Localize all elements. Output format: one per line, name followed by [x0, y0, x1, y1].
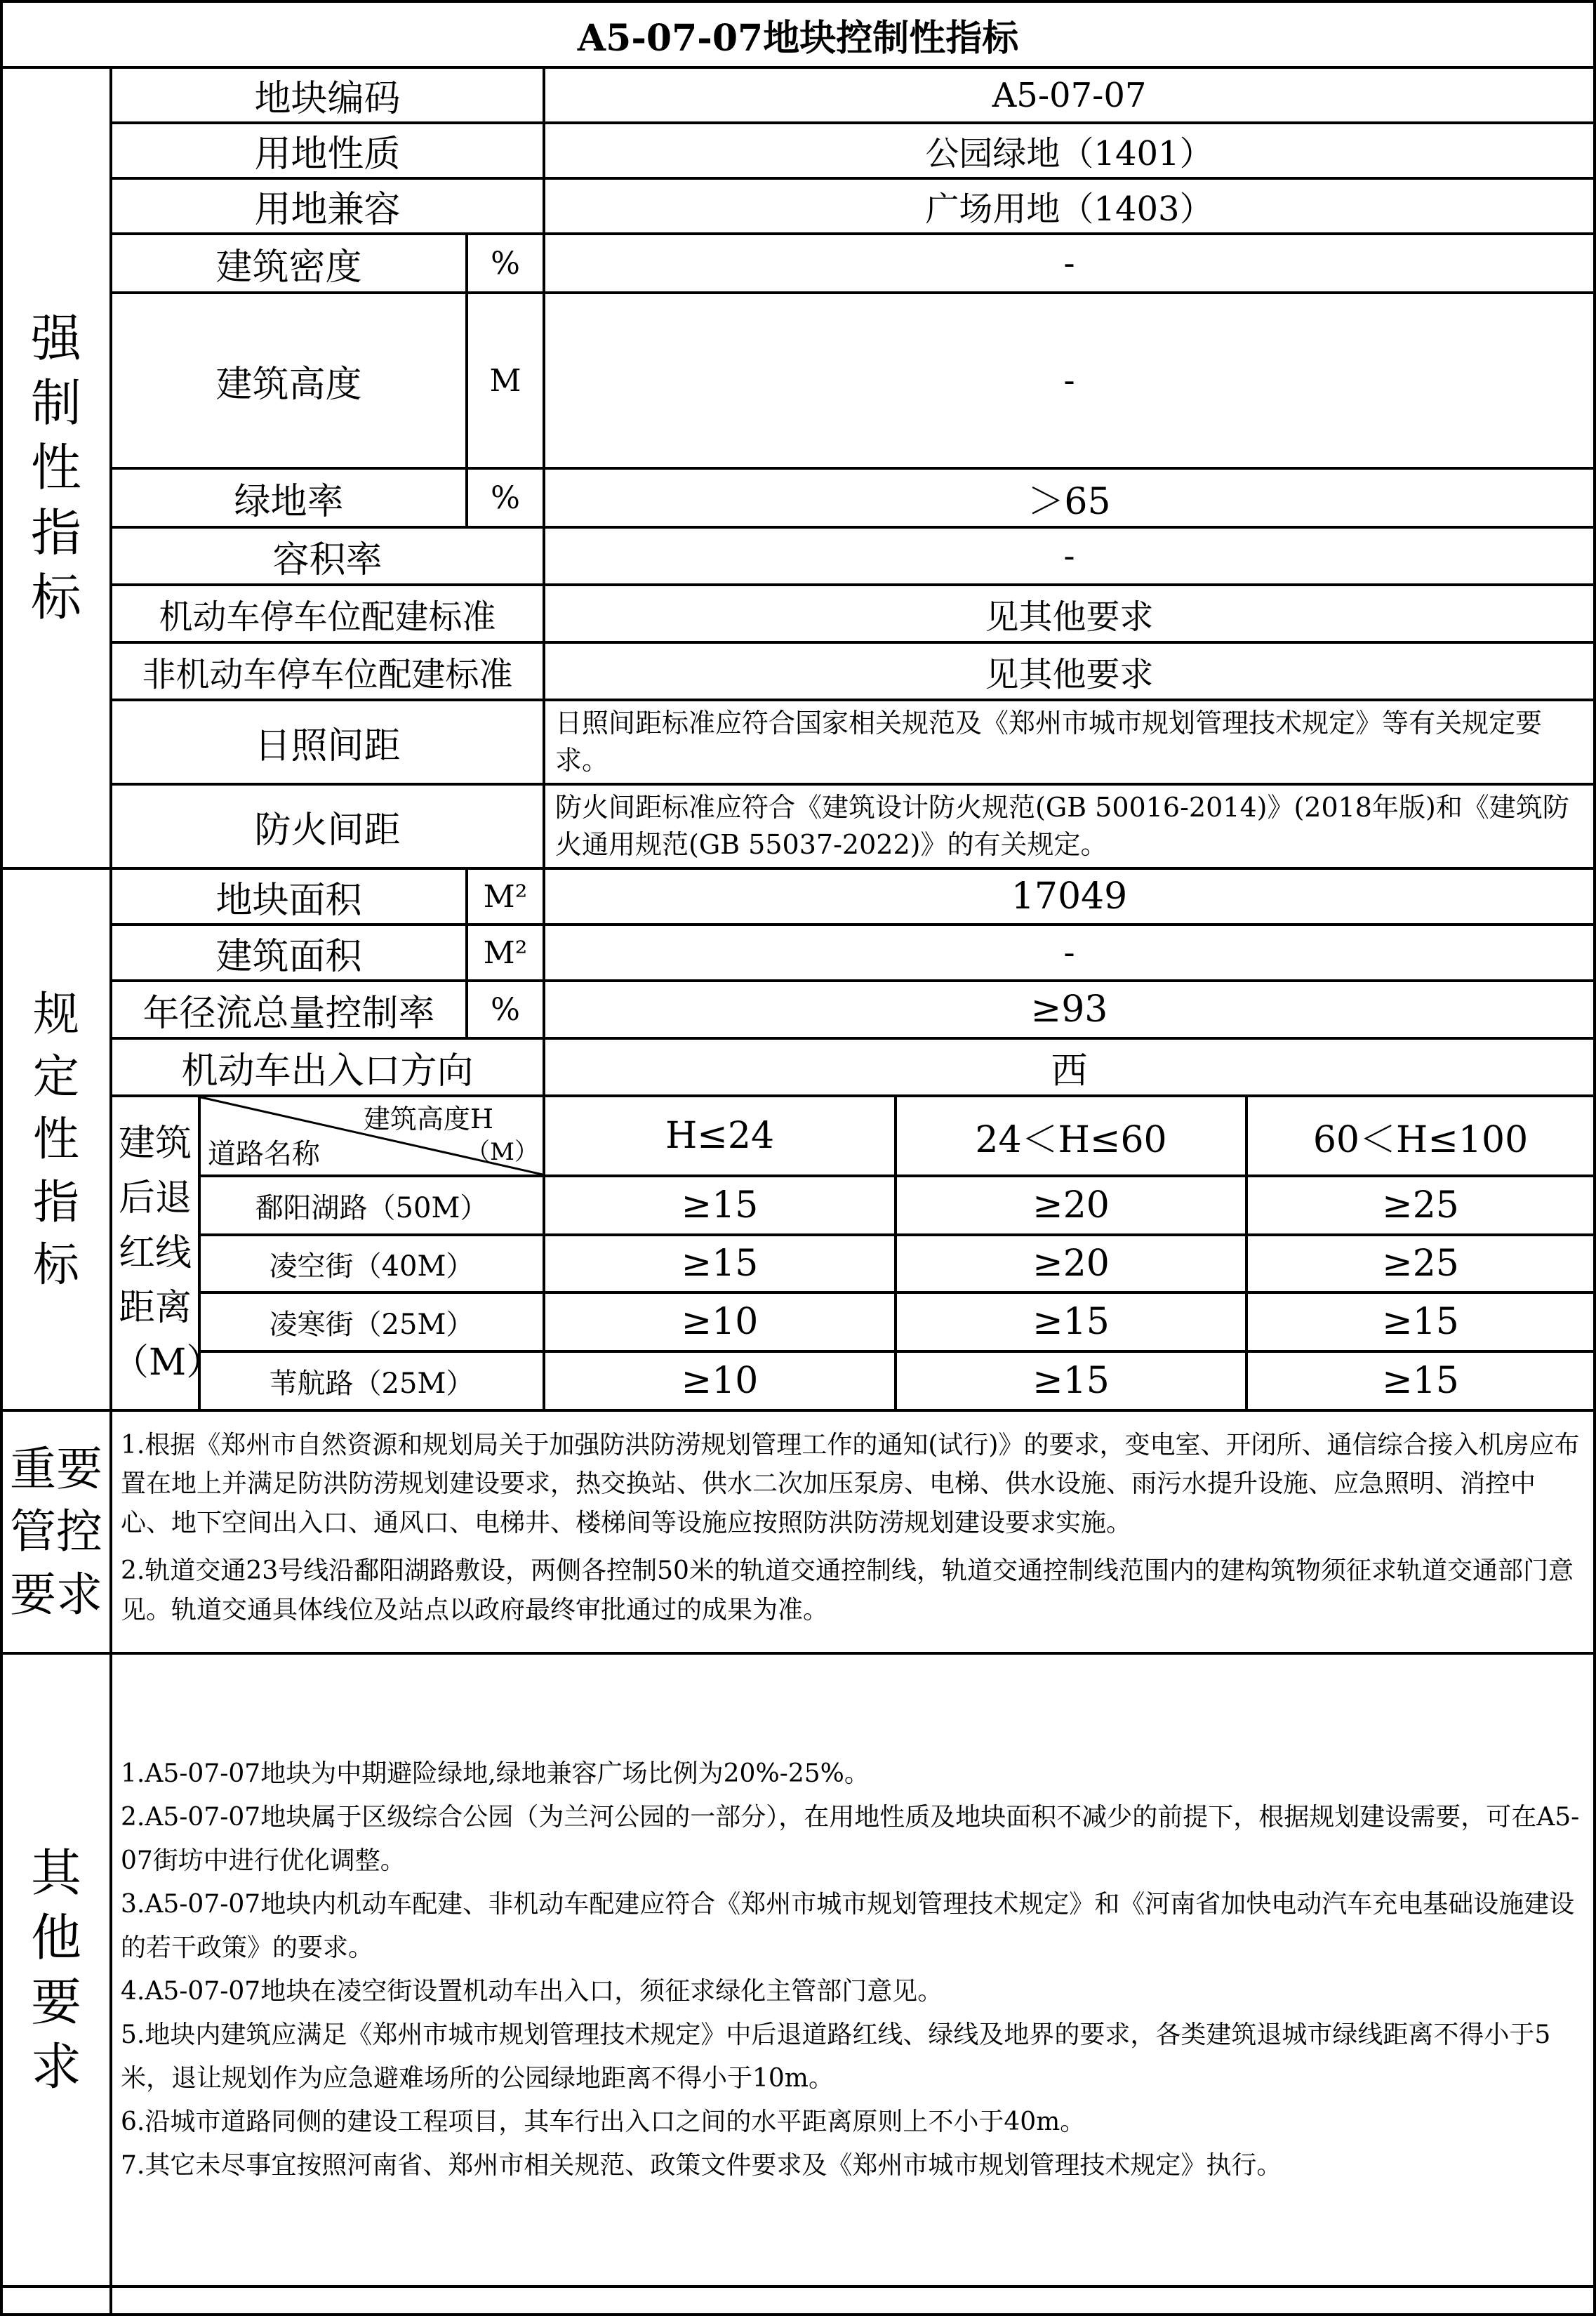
trailing-empty-cell — [111, 2287, 1595, 2315]
sunlight-spacing-label: 日照间距 — [111, 700, 544, 784]
setback-road-name: 鄱阳湖路（50M） — [199, 1176, 544, 1235]
height-header-label: 建筑高度H — [363, 1104, 493, 1134]
plot-code-label: 地块编码 — [111, 67, 544, 123]
setback-value: ≥25 — [1246, 1235, 1595, 1292]
setback-road-name: 苇航路（25M） — [199, 1351, 544, 1410]
land-use-label: 用地性质 — [111, 123, 544, 178]
floor-area-unit: M² — [467, 925, 544, 981]
other-item: 1.A5-07-07地块为中期避险绿地,绿地兼容广场比例为20%-25%。 — [121, 1759, 870, 1789]
compatible-use-label: 用地兼容 — [111, 178, 544, 234]
fire-spacing-value: 防火间距标准应符合《建筑设计防火规范(GB 50016-2014)》(2018年版)和《建筑防火通用规范(GB 55037-2022)》的有关规定。 — [544, 784, 1595, 868]
plot-area-unit: M² — [467, 868, 544, 925]
key-control-category-part: 重要 — [10, 1442, 102, 1497]
setback-col-header: 24＜H≤60 — [896, 1096, 1246, 1176]
prescribed-category-char: 性 — [33, 1112, 79, 1167]
setback-label-part: （M） — [112, 1342, 223, 1384]
setback-label-part: 红线 — [118, 1232, 192, 1274]
mandatory-category-label — [1, 67, 111, 868]
other-item: 4.A5-07-07地块在凌空街设置机动车出入口，须征求绿化主管部门意见。 — [121, 1977, 943, 2006]
setback-value: ≥15 — [544, 1176, 896, 1235]
plot-code-value: A5-07-07 — [544, 67, 1595, 123]
prescribed-category-char: 规 — [33, 987, 79, 1042]
setback-value: ≥10 — [544, 1351, 896, 1410]
prescribed-category-char: 标 — [33, 1237, 79, 1292]
building-density-label: 建筑密度 — [111, 234, 467, 293]
prescribed-category-char: 定 — [33, 1050, 79, 1104]
setback-label — [111, 1096, 223, 1410]
other-item: 7.其它未尽事宜按照河南省、郑州市相关规范、政策文件要求及《郑州市城市规划管理技术规定》执行。 — [121, 2150, 1282, 2180]
other-item: 5.地块内建筑应满足《郑州市城市规划管理技术规定》中后退道路红线、绿线及地界的要求，各类建筑退城市绿线距离不得小于5米，退让规划作为应急避难场所的公园绿地距离不得小于10m。 — [121, 2020, 1551, 2093]
entrance-direction-value: 西 — [544, 1038, 1595, 1096]
mandatory-category-char: 强 — [30, 309, 81, 369]
road-name-header: 道路名称 — [208, 1138, 320, 1170]
setback-value: ≥15 — [544, 1235, 896, 1292]
setback-value: ≥15 — [1246, 1292, 1595, 1351]
setback-value: ≥15 — [1246, 1351, 1595, 1410]
prescribed-category-label — [1, 868, 111, 1410]
key-control-category-label — [1, 1410, 111, 1653]
mandatory-category-char: 制 — [30, 373, 81, 433]
setback-value: ≥20 — [896, 1176, 1246, 1235]
other-requirements — [111, 1653, 1595, 2287]
setback-label-part: 建筑 — [118, 1123, 192, 1165]
building-density-unit: % — [467, 234, 544, 293]
runoff-control-unit: % — [467, 981, 544, 1038]
setback-road-name: 凌空街（40M） — [199, 1235, 544, 1292]
other-category-label — [1, 1653, 111, 2287]
nonmotor-parking-value: 见其他要求 — [544, 642, 1595, 700]
setback-header-diagonal — [199, 1096, 544, 1176]
green-ratio-unit: % — [467, 468, 544, 527]
mandatory-category-char: 指 — [30, 503, 81, 562]
mandatory-category-char: 标 — [30, 567, 81, 627]
floor-area-label: 建筑面积 — [111, 925, 467, 981]
motor-parking-value: 见其他要求 — [544, 585, 1595, 642]
page-title: A5-07-07地块控制性指标 — [1, 1, 1595, 67]
land-use-value: 公园绿地（1401） — [544, 123, 1595, 178]
setback-value: ≥20 — [896, 1235, 1246, 1292]
fire-spacing-label: 防火间距 — [111, 784, 544, 868]
setback-col-header: 60＜H≤100 — [1246, 1096, 1595, 1176]
key-control-item: 2.轨道交通23号线沿鄱阳湖路敷设，两侧各控制50米的轨道交通控制线，轨道交通控制线范围内的建构筑物须征求轨道交通部门意见。轨道交通具体线位及站点以政府最终审批通过的成果为准。 — [121, 1556, 1574, 1624]
sunlight-spacing-value: 日照间距标准应符合国家相关规范及《郑州市城市规划管理技术规定》等有关规定要求。 — [544, 700, 1595, 784]
key-control-category-part: 管控 — [10, 1504, 102, 1559]
other-category-char: 他 — [30, 1907, 81, 1967]
other-item: 6.沿城市道路同侧的建设工程项目，其车行出入口之间的水平距离原则上不小于40m。 — [121, 2107, 1086, 2136]
green-ratio-value: ＞65 — [544, 468, 1595, 527]
other-category-char: 要 — [30, 1973, 81, 2032]
setback-value: ≥15 — [896, 1351, 1246, 1410]
height-unit-label: （M） — [466, 1138, 538, 1166]
runoff-control-value: ≥93 — [544, 981, 1595, 1038]
setback-label-part: 距离 — [118, 1287, 192, 1329]
mandatory-category-char: 性 — [30, 438, 81, 498]
other-category-char: 其 — [30, 1843, 81, 1903]
runoff-control-label: 年径流总量控制率 — [111, 981, 467, 1038]
building-height-label: 建筑高度 — [111, 293, 467, 468]
floor-area-value: - — [544, 925, 1595, 981]
trailing-empty-cell — [1, 2287, 111, 2315]
entrance-direction-label: 机动车出入口方向 — [111, 1038, 544, 1096]
setback-value: ≥15 — [896, 1292, 1246, 1351]
setback-label-part: 后退 — [118, 1177, 192, 1219]
compatible-use-value: 广场用地（1403） — [544, 178, 1595, 234]
key-control-category-part: 要求 — [10, 1567, 102, 1622]
setback-value: ≥25 — [1246, 1176, 1595, 1235]
other-item: 2.A5-07-07地块属于区级综合公园（为兰河公园的一部分），在用地性质及地块面积不减少的前提下，根据规划建设需要，可在A5-07街坊中进行优化调整。 — [121, 1803, 1580, 1876]
far-label: 容积率 — [111, 527, 544, 585]
green-ratio-label: 绿地率 — [111, 468, 467, 527]
far-value: - — [544, 527, 1595, 585]
setback-col-header: H≤24 — [544, 1096, 896, 1176]
plot-area-value: 17049 — [544, 868, 1595, 925]
prescribed-category-char: 指 — [33, 1174, 79, 1229]
other-category-char: 求 — [30, 2037, 81, 2097]
other-item: 3.A5-07-07地块内机动车配建、非机动车配建应符合《郑州市城市规划管理技术规定》和《河南省加快电动汽车充电基础设施建设的若干政策》的要求。 — [121, 1890, 1575, 1963]
motor-parking-label: 机动车停车位配建标准 — [111, 585, 544, 642]
key-control-notes — [111, 1410, 1595, 1653]
setback-road-name: 凌寒街（25M） — [199, 1292, 544, 1351]
building-height-unit: M — [467, 293, 544, 468]
nonmotor-parking-label: 非机动车停车位配建标准 — [111, 642, 544, 700]
building-height-value: - — [544, 293, 1595, 468]
key-control-item: 1.根据《郑州市自然资源和规划局关于加强防洪防涝规划管理工作的通知(试行)》的要求，变电室、开闭所、通信综合接入机房应布置在地上并满足防洪防涝规划建设要求，热交换站、供水二次加压泵房、电梯、供水设施、雨污水提升设施、应急照明、消控中心、地下空间出入口、通风口、电梯井、楼梯间等设施应按照防洪防涝规划建设要求实施。 — [121, 1430, 1580, 1538]
setback-value: ≥10 — [544, 1292, 896, 1351]
plot-area-label: 地块面积 — [111, 868, 467, 925]
building-density-value: - — [544, 234, 1595, 293]
